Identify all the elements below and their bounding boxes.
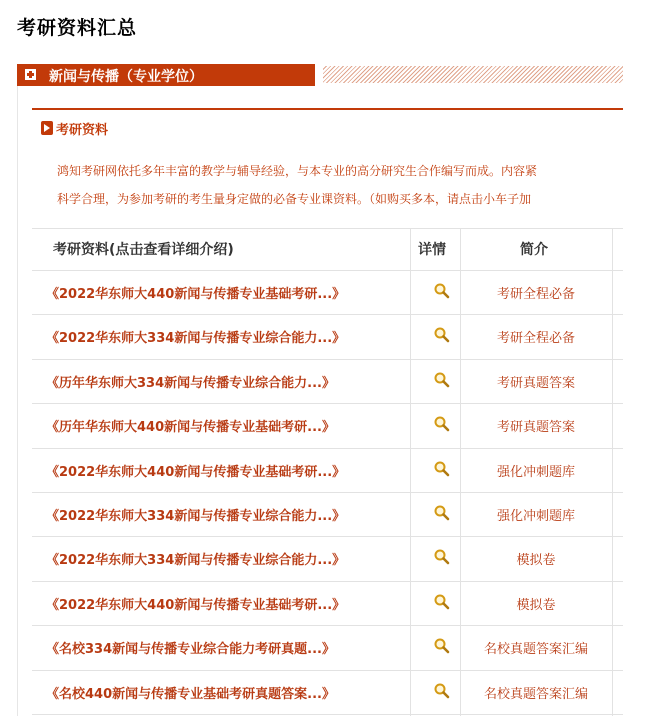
header-name: 考研资料(点击查看详细介绍) <box>53 242 234 258</box>
magnifier-icon[interactable] <box>433 548 451 566</box>
divider <box>32 108 623 110</box>
material-title-link[interactable]: 《2022华东师大334新闻与传播专业综合能力...》 <box>46 331 346 346</box>
magnifier-icon[interactable] <box>433 326 451 344</box>
magnifier-icon[interactable] <box>433 415 451 433</box>
table-row <box>32 270 623 314</box>
row-divider <box>32 228 623 229</box>
magnifier-icon[interactable] <box>433 282 451 300</box>
table-row <box>32 670 623 714</box>
decorative-hatch <box>323 66 623 83</box>
table-row <box>32 492 623 536</box>
magnifier-icon[interactable] <box>433 460 451 478</box>
magnifier-icon[interactable] <box>433 637 451 655</box>
material-title-link[interactable]: 《2022华东师大440新闻与传播专业基础考研...》 <box>46 287 346 302</box>
panel-border <box>17 86 18 716</box>
magnifier-icon[interactable] <box>433 682 451 700</box>
material-description: 模拟卷 <box>516 598 556 613</box>
arrow-right-icon <box>41 121 53 135</box>
materials-table <box>32 228 623 716</box>
material-description: 考研真题答案 <box>496 420 575 435</box>
material-title-link[interactable]: 《2022华东师大334新闻与传播专业综合能力...》 <box>46 553 346 568</box>
material-title-link[interactable]: 《2022华东师大334新闻与传播专业综合能力...》 <box>46 509 346 524</box>
material-title-link[interactable]: 《历年华东师大440新闻与传播专业基础考研...》 <box>46 420 335 435</box>
material-description: 考研全程必备 <box>496 331 575 346</box>
material-title-link[interactable]: 《名校440新闻与传播专业基础考研真题答案...》 <box>46 687 335 702</box>
material-description: 名校真题答案汇编 <box>483 687 588 702</box>
magnifier-icon[interactable] <box>433 593 451 611</box>
section-header[interactable] <box>17 64 315 86</box>
table-row <box>32 625 623 669</box>
table-row <box>32 448 623 492</box>
plus-icon[interactable] <box>25 69 36 80</box>
material-description: 强化冲刺题库 <box>496 509 575 524</box>
magnifier-icon[interactable] <box>433 371 451 389</box>
table-row <box>32 581 623 625</box>
intro-text-line-2: 科学合理，为参加考研的考生量身定做的必备专业课资料。（如购买多本，请点击小车子加 <box>57 192 532 206</box>
material-title-link[interactable]: 《历年华东师大334新闻与传播专业综合能力...》 <box>46 376 335 391</box>
material-title-link[interactable]: 《2022华东师大440新闻与传播专业基础考研...》 <box>46 465 346 480</box>
table-row <box>32 403 623 447</box>
material-title-link[interactable]: 《2022华东师大440新闻与传播专业基础考研...》 <box>46 598 346 613</box>
header-detail: 详情 <box>418 242 446 258</box>
magnifier-icon[interactable] <box>433 504 451 522</box>
header-desc: 简介 <box>520 242 548 258</box>
material-description: 强化冲刺题库 <box>496 465 575 480</box>
material-title-link[interactable]: 《名校334新闻与传播专业综合能力考研真题...》 <box>46 642 335 657</box>
row-divider <box>32 714 623 715</box>
table-row <box>32 536 623 580</box>
subsection-title: 考研资料 <box>56 123 109 138</box>
section-title[interactable]: 新闻与传播（专业学位） <box>49 69 203 85</box>
material-description: 考研全程必备 <box>496 287 575 302</box>
page-title: 考研资料汇总 <box>17 17 138 39</box>
table-row <box>32 359 623 403</box>
material-description: 名校真题答案汇编 <box>483 642 588 657</box>
material-description: 模拟卷 <box>516 553 556 568</box>
table-row <box>32 314 623 358</box>
intro-text-line-1: 鸿知考研网依托多年丰富的教学与辅导经验，与本专业的高分研究生合作编写而成。内容紧 <box>57 164 538 178</box>
material-description: 考研真题答案 <box>496 376 575 391</box>
